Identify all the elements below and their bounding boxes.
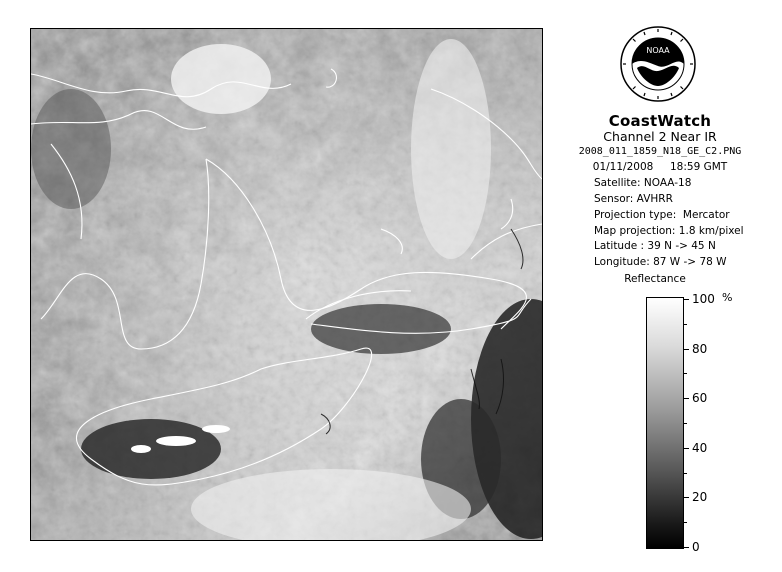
colorbar-tick-label: 100 xyxy=(692,292,715,306)
colorbar-tick xyxy=(684,299,689,300)
noaa-logo-text: NOAA xyxy=(646,46,670,55)
colorbar-minor-tick xyxy=(684,373,687,374)
colorbar-tick-label: 80 xyxy=(692,342,708,356)
colorbar-minor-tick xyxy=(684,423,687,424)
colorbar-tick xyxy=(684,547,689,548)
latitude-info: Latitude : 39 N -> 45 N xyxy=(594,240,716,252)
satellite-info: Satellite: NOAA-18 xyxy=(594,177,692,189)
noaa-seal-icon xyxy=(620,26,696,102)
colorbar-tick-label: 0 xyxy=(692,540,700,554)
colorbar-label: Reflectance xyxy=(624,273,686,285)
reflectance-map xyxy=(31,29,542,540)
colorbar-tick xyxy=(684,448,689,449)
reflectance-colorbar xyxy=(646,297,684,549)
longitude-info: Longitude: 87 W -> 78 W xyxy=(594,256,727,268)
colorbar-tick-label: 40 xyxy=(692,441,708,455)
colorbar-tick-label: 60 xyxy=(692,391,708,405)
colorbar-minor-tick xyxy=(684,473,687,474)
colorbar-minor-tick xyxy=(684,522,687,523)
colorbar-minor-tick xyxy=(684,324,687,325)
colorbar-tick xyxy=(684,349,689,350)
colorbar-tick xyxy=(684,398,689,399)
sensor-info: Sensor: AVHRR xyxy=(594,193,673,205)
product-brand: CoastWatch xyxy=(608,112,712,130)
projection-type-info: Projection type: Mercator xyxy=(594,209,730,221)
product-channel: Channel 2 Near IR xyxy=(603,129,717,144)
colorbar-tick-label: 20 xyxy=(692,490,708,504)
noaa-logo xyxy=(620,26,696,102)
product-datetime: 01/11/2008 18:59 GMT xyxy=(592,161,728,173)
colorbar-unit: % xyxy=(722,291,733,304)
product-filename: 2008_011_1859_N18_GE_C2.PNG xyxy=(578,146,742,157)
map-projection-info: Map projection: 1.8 km/pixel xyxy=(594,225,744,237)
colorbar-tick xyxy=(684,497,689,498)
satellite-image xyxy=(30,28,543,541)
